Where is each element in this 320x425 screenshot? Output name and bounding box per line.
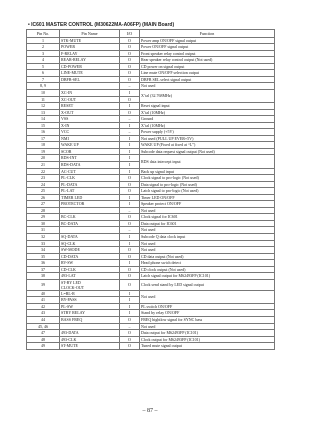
io-cell: O bbox=[120, 109, 140, 116]
pin-number-cell: 21 bbox=[27, 161, 60, 168]
io-cell: O bbox=[120, 247, 140, 254]
function-cell: DBFB SEL select signal output bbox=[140, 76, 275, 83]
function-cell: Not used bbox=[140, 83, 275, 90]
io-cell: O bbox=[120, 343, 140, 350]
pin-name-cell: RESET bbox=[60, 103, 120, 110]
function-cell: Not used bbox=[140, 290, 275, 303]
io-cell: O bbox=[120, 279, 140, 290]
io-cell: I bbox=[120, 201, 140, 208]
io-cell: I bbox=[120, 303, 140, 310]
pin-number-cell: 24 bbox=[27, 181, 60, 188]
pin-number-cell: 15 bbox=[27, 122, 60, 129]
io-cell: I bbox=[120, 234, 140, 241]
function-cell: RDS data intercept input bbox=[140, 155, 275, 168]
pin-name-cell: PL-DATA bbox=[60, 181, 120, 188]
function-cell: Data output for IC601 bbox=[140, 220, 275, 227]
function-cell: Clock signal for IC601 bbox=[140, 214, 275, 221]
pin-name-cell: SW-MODE bbox=[60, 247, 120, 254]
pin-name-cell: LINE-MUTE bbox=[60, 70, 120, 77]
pin-number-cell: 42 bbox=[27, 303, 60, 310]
function-cell: Latch signal output for M62493FP (IC101) bbox=[140, 273, 275, 280]
pin-name-cell: PL-LAT bbox=[60, 188, 120, 195]
function-cell: CD clock output (Not used) bbox=[140, 266, 275, 273]
pin-name-cell: SQ-DATA bbox=[60, 234, 120, 241]
io-cell: O bbox=[120, 181, 140, 188]
pin-number-cell: 23 bbox=[27, 175, 60, 182]
pin-name-cell: BASS FREQ bbox=[60, 317, 120, 324]
pin-number-cell: 43 bbox=[27, 310, 60, 317]
pin-number-cell: 14 bbox=[27, 116, 60, 123]
pin-name-cell: F-RELAY bbox=[60, 50, 120, 57]
function-cell: X’tal (10MHz) bbox=[140, 122, 275, 129]
pin-name-cell: AC-CUT bbox=[60, 168, 120, 175]
pin-number-cell: 30 bbox=[27, 220, 60, 227]
pin-number-cell: 35 bbox=[27, 253, 60, 260]
pin-name-cell: X-IN bbox=[60, 122, 120, 129]
pin-name-cell: 493-DATA bbox=[60, 330, 120, 337]
function-cell: CD power on signal output bbox=[140, 63, 275, 70]
function-cell: Latch signal to pro-logic (Not used) bbox=[140, 188, 275, 195]
io-cell: I bbox=[120, 290, 140, 297]
pin-number-cell: 8, 9 bbox=[27, 83, 60, 90]
pin-name-cell: TIMER LED bbox=[60, 194, 120, 201]
pin-name-cell: RV-SW bbox=[60, 260, 120, 267]
pin-name-cell: XC-IN bbox=[60, 89, 120, 96]
pin-number-cell: 17 bbox=[27, 135, 60, 142]
pin-number-cell: 28 bbox=[27, 207, 60, 214]
io-cell: I bbox=[120, 122, 140, 129]
function-cell: X’tal (32.768MHz) bbox=[140, 89, 275, 102]
pin-number-cell: 48 bbox=[27, 336, 60, 343]
pin-name-cell: POWER bbox=[60, 44, 120, 51]
pin-number-cell: 37 bbox=[27, 266, 60, 273]
pin-name-cell: RDS-INT bbox=[60, 155, 120, 162]
page-number: – 87 – bbox=[142, 408, 158, 414]
pin-name-cell: PROTECTOR bbox=[60, 201, 120, 208]
pin-number-cell: 44 bbox=[27, 317, 60, 324]
header-function: Function bbox=[140, 30, 275, 38]
function-cell: Not used (PULL UP EVER+5V) bbox=[140, 135, 275, 142]
pin-number-cell: 36 bbox=[27, 260, 60, 267]
function-cell: Head phone swich detect bbox=[140, 260, 275, 267]
pin-number-cell: 16 bbox=[27, 129, 60, 136]
io-cell: – bbox=[120, 83, 140, 90]
io-cell: O bbox=[120, 70, 140, 77]
header-io: I/O bbox=[120, 30, 140, 38]
pin-name-cell: XC-OUT bbox=[60, 96, 120, 103]
pin-number-cell: 47 bbox=[27, 330, 60, 337]
pin-name-cell: SCOR bbox=[60, 148, 120, 155]
table-row bbox=[27, 343, 275, 350]
io-cell: O bbox=[120, 50, 140, 57]
pin-name-cell: PL-SW bbox=[60, 303, 120, 310]
io-cell: I bbox=[120, 310, 140, 317]
pin-name-cell: CD-POWER bbox=[60, 63, 120, 70]
pin-number-cell: 4 bbox=[27, 57, 60, 64]
function-cell: Subcode Q data clock input bbox=[140, 234, 275, 241]
table-row bbox=[27, 155, 275, 162]
pin-number-cell: 20 bbox=[27, 155, 60, 162]
function-cell: Timer LED ON/OFF bbox=[140, 194, 275, 201]
pin-name-cell: CD-DATA bbox=[60, 253, 120, 260]
pin-number-cell: 32 bbox=[27, 234, 60, 241]
function-cell: Not used bbox=[140, 227, 275, 234]
section-title: • IC601 MASTER CONTROL (M30622MA-A06FP) (MAIN Board) bbox=[28, 22, 175, 28]
io-cell: I bbox=[120, 142, 140, 149]
io-cell: O bbox=[120, 96, 140, 103]
pin-name-cell: REAR-RELAY bbox=[60, 57, 120, 64]
io-cell: I bbox=[120, 135, 140, 142]
pin-number-cell: 45, 46 bbox=[27, 323, 60, 330]
pin-number-cell: 22 bbox=[27, 168, 60, 175]
io-cell: I bbox=[120, 240, 140, 247]
io-cell: – bbox=[120, 207, 140, 214]
pin-number-cell: 49 bbox=[27, 343, 60, 350]
io-cell: O bbox=[120, 253, 140, 260]
function-cell: Data signal to pro-logic (Not used) bbox=[140, 181, 275, 188]
pin-function-table bbox=[26, 29, 275, 350]
io-cell: O bbox=[120, 220, 140, 227]
pin-number-cell: 38 bbox=[27, 273, 60, 280]
pin-number-cell: 40 bbox=[27, 290, 60, 297]
io-cell: O bbox=[120, 57, 140, 64]
pin-number-cell: 27 bbox=[27, 201, 60, 208]
io-cell: O bbox=[120, 63, 140, 70]
pin-name-cell: BC-CLK bbox=[60, 214, 120, 221]
pin-name-cell: BY-PASS bbox=[60, 297, 120, 304]
pin-number-cell: 41 bbox=[27, 297, 60, 304]
pin-number-cell: 3 bbox=[27, 50, 60, 57]
function-cell: Data output for M62493FP (IC101) bbox=[140, 330, 275, 337]
function-cell: Speaker protect ON/OFF bbox=[140, 201, 275, 208]
pin-name-cell: STK-MUTE bbox=[60, 37, 120, 44]
function-cell: Clock send stand by LED signal output bbox=[140, 279, 275, 290]
function-cell: Power amp ON/OFF signal output bbox=[140, 37, 275, 44]
pin-number-cell: 25 bbox=[27, 188, 60, 195]
pin-number-cell: 18 bbox=[27, 142, 60, 149]
io-cell: – bbox=[120, 129, 140, 136]
io-cell: O bbox=[120, 273, 140, 280]
function-cell: Line mute ON/OFF selection output bbox=[140, 70, 275, 77]
pin-name-cell: NMI bbox=[60, 135, 120, 142]
pin-name-cell: VCC bbox=[60, 129, 120, 136]
io-cell: – bbox=[120, 116, 140, 123]
io-cell: I bbox=[120, 194, 140, 201]
function-cell: Not used bbox=[140, 207, 275, 214]
function-cell: Tuned mute signal output bbox=[140, 343, 275, 350]
function-cell: Power supply (+5V) bbox=[140, 129, 275, 136]
pin-name-cell: CD-CLK bbox=[60, 266, 120, 273]
pin-number-cell: 39 bbox=[27, 279, 60, 290]
function-cell: WAKE UP (Fixed at fixed at “L”) bbox=[140, 142, 275, 149]
io-cell: O bbox=[120, 37, 140, 44]
io-cell: O bbox=[120, 336, 140, 343]
io-cell: O bbox=[120, 188, 140, 195]
io-cell: O bbox=[120, 214, 140, 221]
io-cell: O bbox=[120, 76, 140, 83]
io-cell: I bbox=[120, 89, 140, 96]
function-cell: Ground bbox=[140, 116, 275, 123]
pin-number-cell: 33 bbox=[27, 240, 60, 247]
pin-number-cell: 10 bbox=[27, 89, 60, 96]
pin-name-cell: SQ-CLK bbox=[60, 240, 120, 247]
pin-name-cell: BC-DATA bbox=[60, 220, 120, 227]
io-cell: O bbox=[120, 44, 140, 51]
pin-name-cell: WAKE UP bbox=[60, 142, 120, 149]
io-cell: O bbox=[120, 330, 140, 337]
pin-name-cell: STBY RELAY bbox=[60, 310, 120, 317]
pin-number-cell: 29 bbox=[27, 214, 60, 221]
pin-number-cell: 5 bbox=[27, 63, 60, 70]
io-cell: I bbox=[120, 168, 140, 175]
pin-number-cell: 13 bbox=[27, 109, 60, 116]
io-cell: I bbox=[120, 155, 140, 162]
header-pin-no: Pin No. bbox=[27, 30, 60, 38]
io-cell: – bbox=[120, 227, 140, 234]
function-cell: Rear speaker relay control output (Not used) bbox=[140, 57, 275, 64]
io-cell: O bbox=[120, 317, 140, 324]
function-cell: Clock signal to pro-logic (Not used) bbox=[140, 175, 275, 182]
pin-number-cell: 12 bbox=[27, 103, 60, 110]
function-cell: Reset signal input bbox=[140, 103, 275, 110]
pin-number-cell: 2 bbox=[27, 44, 60, 51]
pin-number-cell: 34 bbox=[27, 247, 60, 254]
pin-number-cell: 19 bbox=[27, 148, 60, 155]
pin-number-cell: 1 bbox=[27, 37, 60, 44]
header-pin-name: Pin Name bbox=[60, 30, 120, 38]
function-cell: Power ON/OFF signal output bbox=[140, 44, 275, 51]
table-row bbox=[27, 279, 275, 290]
function-cell: Front speaker relay control output bbox=[140, 50, 275, 57]
function-cell: X’tal (10MHz) bbox=[140, 109, 275, 116]
io-cell: O bbox=[120, 175, 140, 182]
pin-name-cell: VSS bbox=[60, 116, 120, 123]
pin-name-cell: PL-CLK bbox=[60, 175, 120, 182]
pin-name-cell: ST-MUTE bbox=[60, 343, 120, 350]
io-cell: I bbox=[120, 161, 140, 168]
pin-name-cell: 493-LAT bbox=[60, 273, 120, 280]
io-cell: I bbox=[120, 148, 140, 155]
function-cell: Subcode data request signal output (Not used) bbox=[140, 148, 275, 155]
function-cell: Not used bbox=[140, 323, 275, 330]
pin-number-cell: 6 bbox=[27, 70, 60, 77]
function-cell: Not used bbox=[140, 247, 275, 254]
function-cell: Not used bbox=[140, 240, 275, 247]
table-body bbox=[27, 37, 275, 349]
io-cell: I bbox=[120, 103, 140, 110]
function-cell: PL switch ON/OFF bbox=[140, 303, 275, 310]
function-cell: Clock output for M62493FP (IC101) bbox=[140, 336, 275, 343]
table-row bbox=[27, 290, 275, 297]
pin-number-cell: 11 bbox=[27, 96, 60, 103]
io-cell: – bbox=[120, 323, 140, 330]
pin-name-cell: DBFB-SEL bbox=[60, 76, 120, 83]
pin-name-cell: 493-CLK bbox=[60, 336, 120, 343]
pin-name-cell: X-OUT bbox=[60, 109, 120, 116]
function-cell: CD data output (Not used) bbox=[140, 253, 275, 260]
pin-name-cell: ST-BY LED CLOCK-OUT bbox=[60, 279, 120, 290]
pin-number-cell: 31 bbox=[27, 227, 60, 234]
pin-number-cell: 7 bbox=[27, 76, 60, 83]
pin-name-cell: RDS-DATA bbox=[60, 161, 120, 168]
pin-name-cell: L=RL-R bbox=[60, 290, 120, 297]
io-cell: I bbox=[120, 297, 140, 304]
function-cell: FREQ hightlow signal for SYNC bass bbox=[140, 317, 275, 324]
table-header-row bbox=[27, 30, 275, 38]
function-cell: Stand by relay ON/OFF bbox=[140, 310, 275, 317]
io-cell: O bbox=[120, 266, 140, 273]
io-cell: I bbox=[120, 260, 140, 267]
table-row bbox=[27, 89, 275, 96]
pin-number-cell: 26 bbox=[27, 194, 60, 201]
function-cell: Back up signal input bbox=[140, 168, 275, 175]
